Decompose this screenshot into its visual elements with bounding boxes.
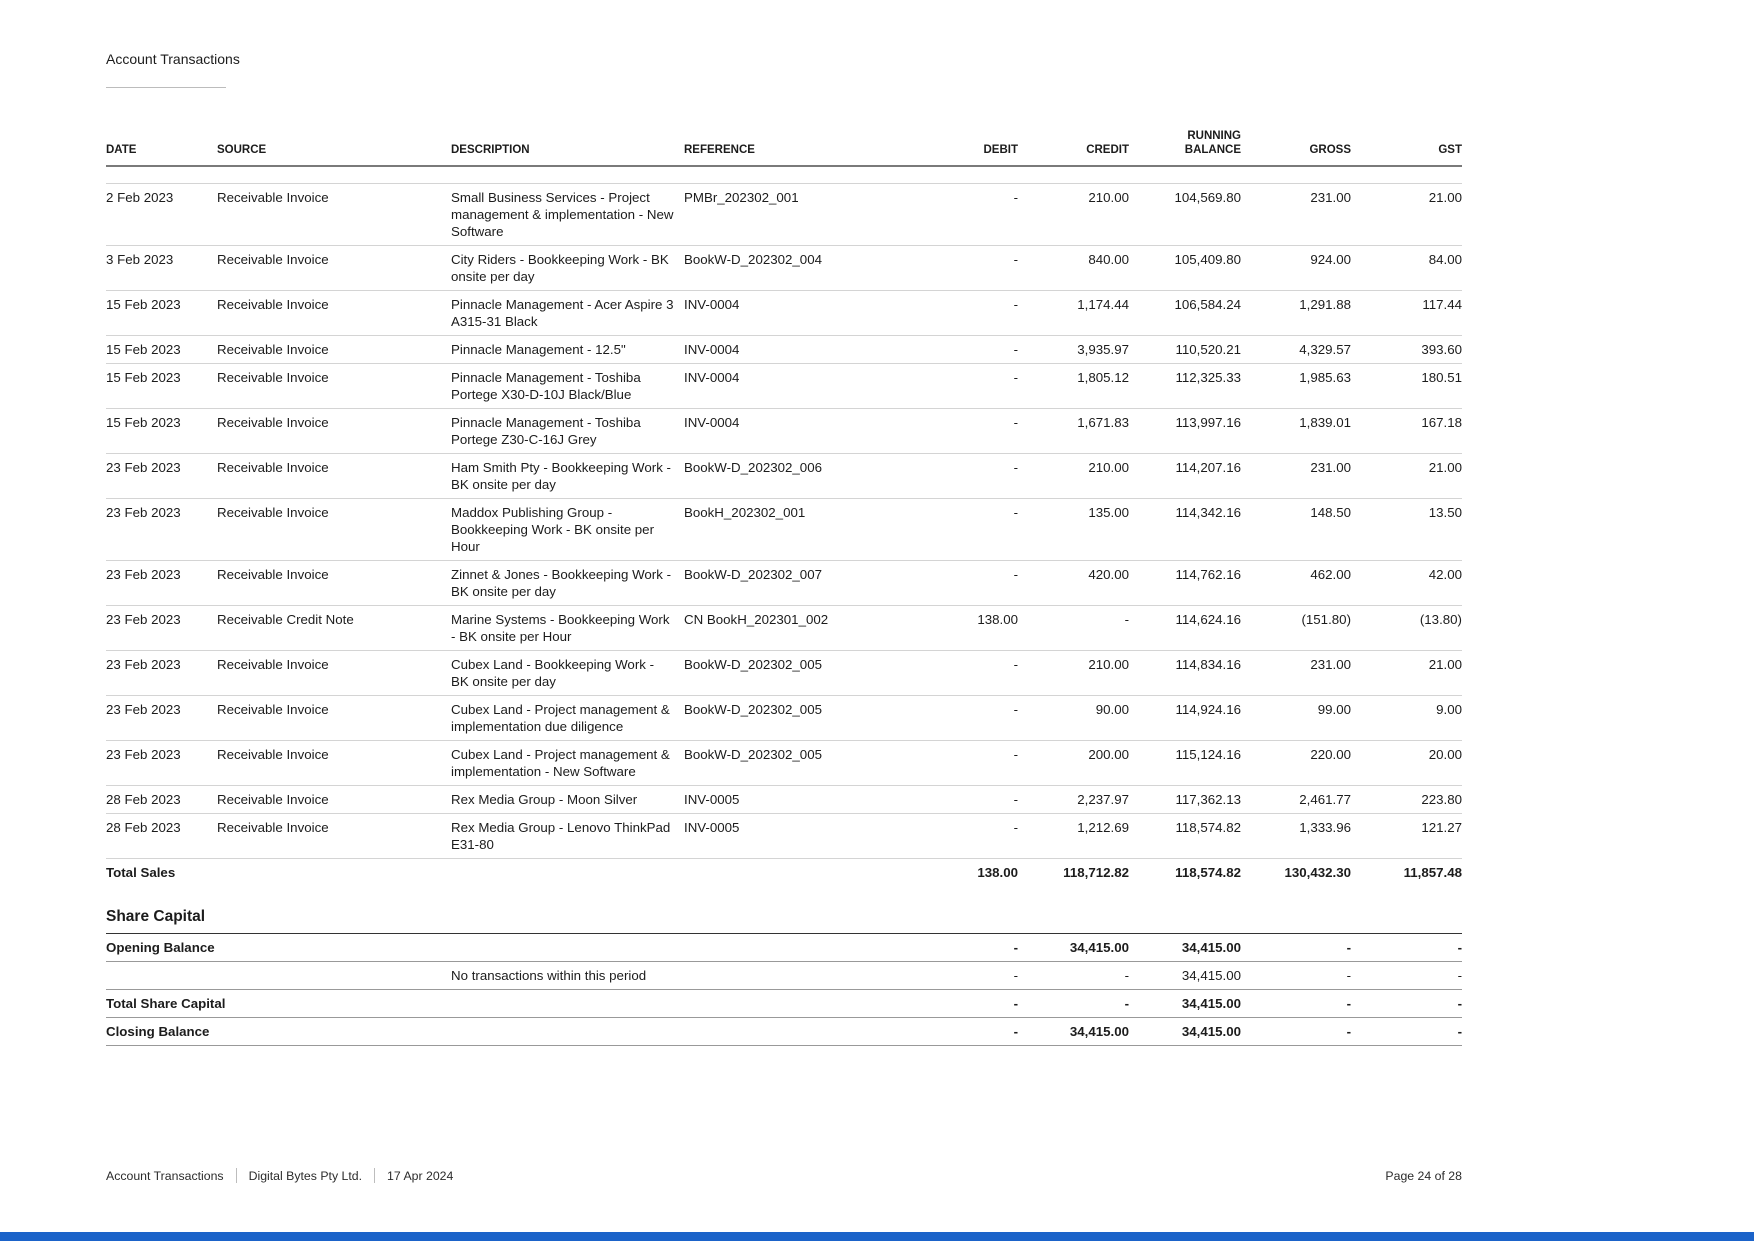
txn-reference: CN BookH_202301_002 <box>684 605 855 650</box>
transaction-row <box>106 560 1462 605</box>
txn-description: Pinnacle Management - Toshiba Portege X30-D-10J Black/Blue <box>451 363 684 408</box>
txn-credit: 420.00 <box>1018 560 1129 605</box>
txn-gross: 1,839.01 <box>1241 408 1351 453</box>
txn-source: Receivable Invoice <box>217 363 451 408</box>
report-page <box>106 0 1462 1046</box>
share-capital-row <box>106 961 1462 989</box>
txn-date: 23 Feb 2023 <box>106 695 217 740</box>
txn-running-balance: 115,124.16 <box>1129 740 1241 785</box>
txn-source: Receivable Invoice <box>217 740 451 785</box>
txn-credit: 210.00 <box>1018 650 1129 695</box>
txn-reference: BookW-D_202302_004 <box>684 245 855 290</box>
txn-source: Receivable Invoice <box>217 813 451 858</box>
txn-credit: 2,237.97 <box>1018 785 1129 813</box>
txn-gst: 84.00 <box>1351 245 1462 290</box>
col-header-source: SOURCE <box>217 130 451 166</box>
txn-gross: 220.00 <box>1241 740 1351 785</box>
txn-debit: - <box>855 785 1018 813</box>
txn-gst: 117.44 <box>1351 290 1462 335</box>
share-capital-credit: - <box>1018 961 1129 989</box>
txn-reference: BookW-D_202302_005 <box>684 740 855 785</box>
txn-reference: INV-0004 <box>684 335 855 363</box>
txn-source: Receivable Invoice <box>217 408 451 453</box>
txn-debit: - <box>855 363 1018 408</box>
footer-company-name: Digital Bytes Pty Ltd. <box>248 1168 363 1183</box>
txn-running-balance: 114,342.16 <box>1129 498 1241 560</box>
txn-gst: 21.00 <box>1351 453 1462 498</box>
txn-source: Receivable Invoice <box>217 183 451 245</box>
share-capital-label: Total Share Capital <box>106 989 451 1017</box>
share-capital-description: No transactions within this period <box>451 961 684 989</box>
share-capital-running-balance: 34,415.00 <box>1129 1017 1241 1045</box>
txn-running-balance: 118,574.82 <box>1129 813 1241 858</box>
txn-source: Receivable Invoice <box>217 453 451 498</box>
transaction-row <box>106 813 1462 858</box>
txn-gross: 148.50 <box>1241 498 1351 560</box>
share-capital-gross: - <box>1241 934 1351 962</box>
txn-running-balance: 105,409.80 <box>1129 245 1241 290</box>
txn-reference: BookH_202302_001 <box>684 498 855 560</box>
share-capital-ref-empty <box>684 989 855 1017</box>
txn-date: 23 Feb 2023 <box>106 560 217 605</box>
transaction-row <box>106 650 1462 695</box>
txn-gross: 231.00 <box>1241 650 1351 695</box>
share-capital-running-balance: 34,415.00 <box>1129 961 1241 989</box>
txn-debit: 138.00 <box>855 605 1018 650</box>
txn-gst: 13.50 <box>1351 498 1462 560</box>
col-header-reference: REFERENCE <box>684 130 855 166</box>
txn-date: 23 Feb 2023 <box>106 453 217 498</box>
txn-reference: INV-0005 <box>684 785 855 813</box>
col-header-date: DATE <box>106 130 217 166</box>
total-sales-desc-empty <box>451 858 684 886</box>
total-sales-gst: 11,857.48 <box>1403 864 1462 880</box>
txn-description: Cubex Land - Project management & implementation due diligence <box>451 695 684 740</box>
transaction-row <box>106 740 1462 785</box>
txn-running-balance: 114,834.16 <box>1129 650 1241 695</box>
share-capital-debit: - <box>855 1017 1018 1045</box>
txn-reference: BookW-D_202302_005 <box>684 650 855 695</box>
txn-running-balance: 114,207.16 <box>1129 453 1241 498</box>
txn-description: Small Business Services - Project management & implementation - New Software <box>451 183 684 245</box>
txn-gross: 1,291.88 <box>1241 290 1351 335</box>
footer-divider <box>374 1168 375 1183</box>
total-sales-debit: 138.00 <box>977 864 1018 880</box>
share-capital-gst: - <box>1351 1017 1462 1045</box>
txn-gst: 180.51 <box>1351 363 1462 408</box>
col-header-gst: GST <box>1351 130 1462 166</box>
txn-source: Receivable Invoice <box>217 498 451 560</box>
txn-description: Marine Systems - Bookkeeping Work - BK onsite per Hour <box>451 605 684 650</box>
transaction-row <box>106 408 1462 453</box>
bottom-blue-bar <box>0 1232 1754 1241</box>
txn-reference: BookW-D_202302_005 <box>684 695 855 740</box>
txn-credit: 210.00 <box>1018 453 1129 498</box>
col-header-description: DESCRIPTION <box>451 130 684 166</box>
txn-date: 28 Feb 2023 <box>106 813 217 858</box>
transactions-table <box>106 130 1462 886</box>
txn-gst: 9.00 <box>1351 695 1462 740</box>
share-capital-gross: - <box>1241 989 1351 1017</box>
report-footer <box>106 1168 1462 1183</box>
share-capital-row <box>106 1017 1462 1045</box>
txn-gross: 1,333.96 <box>1241 813 1351 858</box>
txn-reference: BookW-D_202302_007 <box>684 560 855 605</box>
txn-running-balance: 114,924.16 <box>1129 695 1241 740</box>
page-title: Account Transactions <box>106 51 240 67</box>
total-sales-row <box>106 858 1462 886</box>
share-capital-description <box>451 1017 684 1045</box>
txn-credit: 210.00 <box>1018 183 1129 245</box>
txn-gross: 99.00 <box>1241 695 1351 740</box>
txn-running-balance: 112,325.33 <box>1129 363 1241 408</box>
txn-description: Ham Smith Pty - Bookkeeping Work - BK onsite per day <box>451 453 684 498</box>
share-capital-running-balance: 34,415.00 <box>1129 934 1241 962</box>
txn-running-balance: 114,624.16 <box>1129 605 1241 650</box>
txn-gst: 167.18 <box>1351 408 1462 453</box>
txn-debit: - <box>855 740 1018 785</box>
footer-report-date: 17 Apr 2024 <box>387 1168 454 1183</box>
col-header-gross: GROSS <box>1241 130 1351 166</box>
txn-reference: INV-0004 <box>684 363 855 408</box>
txn-debit: - <box>855 498 1018 560</box>
transaction-row <box>106 785 1462 813</box>
txn-date: 28 Feb 2023 <box>106 785 217 813</box>
txn-gross: 231.00 <box>1241 453 1351 498</box>
share-capital-table <box>106 934 1462 1046</box>
footer-divider <box>236 1168 237 1183</box>
txn-date: 15 Feb 2023 <box>106 363 217 408</box>
share-capital-gross: - <box>1241 1017 1351 1045</box>
txn-date: 23 Feb 2023 <box>106 740 217 785</box>
txn-gst: (13.80) <box>1351 605 1462 650</box>
share-capital-credit: - <box>1018 989 1129 1017</box>
share-capital-credit: 34,415.00 <box>1018 934 1129 962</box>
txn-debit: - <box>855 650 1018 695</box>
transaction-row <box>106 363 1462 408</box>
txn-debit: - <box>855 695 1018 740</box>
table-header-row <box>106 130 1462 166</box>
share-capital-row <box>106 989 1462 1017</box>
txn-date: 23 Feb 2023 <box>106 605 217 650</box>
txn-date: 15 Feb 2023 <box>106 335 217 363</box>
txn-description: Pinnacle Management - Acer Aspire 3 A315-31 Black <box>451 290 684 335</box>
txn-debit: - <box>855 453 1018 498</box>
txn-gst: 20.00 <box>1351 740 1462 785</box>
share-capital-ref-empty <box>684 961 855 989</box>
txn-gst: 21.00 <box>1351 650 1462 695</box>
footer-page-number: Page 24 of 28 <box>1385 1168 1462 1183</box>
share-capital-ref-empty <box>684 1017 855 1045</box>
share-capital-debit: - <box>855 934 1018 962</box>
txn-gst: 121.27 <box>1351 813 1462 858</box>
share-capital-gst: - <box>1351 934 1462 962</box>
txn-date: 15 Feb 2023 <box>106 408 217 453</box>
txn-description: Cubex Land - Bookkeeping Work - BK onsite per day <box>451 650 684 695</box>
transaction-row <box>106 335 1462 363</box>
transaction-row <box>106 498 1462 560</box>
txn-source: Receivable Credit Note <box>217 605 451 650</box>
col-header-credit: CREDIT <box>1018 130 1129 166</box>
txn-credit: 1,671.83 <box>1018 408 1129 453</box>
txn-date: 15 Feb 2023 <box>106 290 217 335</box>
share-capital-label: Closing Balance <box>106 1017 451 1045</box>
txn-credit: 135.00 <box>1018 498 1129 560</box>
share-capital-row <box>106 934 1462 962</box>
txn-source: Receivable Invoice <box>217 785 451 813</box>
title-underline <box>106 87 226 88</box>
share-capital-debit: - <box>855 961 1018 989</box>
txn-credit: 3,935.97 <box>1018 335 1129 363</box>
txn-date: 23 Feb 2023 <box>106 498 217 560</box>
txn-reference: PMBr_202302_001 <box>684 183 855 245</box>
txn-debit: - <box>855 408 1018 453</box>
txn-running-balance: 114,762.16 <box>1129 560 1241 605</box>
transaction-row <box>106 605 1462 650</box>
txn-reference: INV-0004 <box>684 290 855 335</box>
share-capital-credit: 34,415.00 <box>1018 1017 1129 1045</box>
txn-reference: BookW-D_202302_006 <box>684 453 855 498</box>
txn-source: Receivable Invoice <box>217 695 451 740</box>
txn-gross: 231.00 <box>1241 183 1351 245</box>
txn-source: Receivable Invoice <box>217 650 451 695</box>
transaction-row <box>106 453 1462 498</box>
total-sales-gross: 130,432.30 <box>1284 864 1351 880</box>
txn-credit: 200.00 <box>1018 740 1129 785</box>
txn-gross: 2,461.77 <box>1241 785 1351 813</box>
share-capital-gst: - <box>1351 961 1462 989</box>
share-capital-ref-empty <box>684 934 855 962</box>
txn-running-balance: 110,520.21 <box>1129 335 1241 363</box>
txn-running-balance: 117,362.13 <box>1129 785 1241 813</box>
txn-debit: - <box>855 560 1018 605</box>
txn-credit: 1,174.44 <box>1018 290 1129 335</box>
txn-running-balance: 113,997.16 <box>1129 408 1241 453</box>
txn-gross: 4,329.57 <box>1241 335 1351 363</box>
total-sales-running-balance: 118,574.82 <box>1175 864 1241 880</box>
txn-running-balance: 106,584.24 <box>1129 290 1241 335</box>
txn-reference: INV-0004 <box>684 408 855 453</box>
txn-debit: - <box>855 290 1018 335</box>
txn-description: Rex Media Group - Lenovo ThinkPad E31-80 <box>451 813 684 858</box>
share-capital-label <box>106 961 451 989</box>
txn-date: 3 Feb 2023 <box>106 245 217 290</box>
transaction-row <box>106 183 1462 245</box>
total-sales-ref-empty <box>684 858 855 886</box>
txn-running-balance: 104,569.80 <box>1129 183 1241 245</box>
footer-report-name: Account Transactions <box>106 1168 224 1183</box>
txn-source: Receivable Invoice <box>217 335 451 363</box>
share-capital-description <box>451 934 684 962</box>
txn-gst: 42.00 <box>1351 560 1462 605</box>
txn-description: Maddox Publishing Group - Bookkeeping Work - BK onsite per Hour <box>451 498 684 560</box>
txn-source: Receivable Invoice <box>217 560 451 605</box>
total-sales-label: Total Sales <box>106 864 176 880</box>
col-header-running-balance: RUNNING BALANCE <box>1129 130 1241 166</box>
txn-description: Rex Media Group - Moon Silver <box>451 785 684 813</box>
txn-credit: 1,212.69 <box>1018 813 1129 858</box>
txn-description: City Riders - Bookkeeping Work - BK onsite per day <box>451 245 684 290</box>
share-capital-description <box>451 989 684 1017</box>
txn-credit: 840.00 <box>1018 245 1129 290</box>
total-sales-credit: 118,712.82 <box>1063 864 1129 880</box>
share-capital-label: Opening Balance <box>106 934 451 962</box>
txn-reference: INV-0005 <box>684 813 855 858</box>
txn-debit: - <box>855 335 1018 363</box>
txn-credit: 90.00 <box>1018 695 1129 740</box>
txn-gst: 223.80 <box>1351 785 1462 813</box>
txn-date: 2 Feb 2023 <box>106 183 217 245</box>
txn-gross: 1,985.63 <box>1241 363 1351 408</box>
transaction-row <box>106 290 1462 335</box>
txn-description: Cubex Land - Project management & implementation - New Software <box>451 740 684 785</box>
txn-date: 23 Feb 2023 <box>106 650 217 695</box>
txn-debit: - <box>855 813 1018 858</box>
txn-gst: 21.00 <box>1351 183 1462 245</box>
section-heading-share-capital: Share Capital <box>106 908 1462 934</box>
txn-source: Receivable Invoice <box>217 290 451 335</box>
txn-credit: 1,805.12 <box>1018 363 1129 408</box>
share-capital-running-balance: 34,415.00 <box>1129 989 1241 1017</box>
txn-description: Pinnacle Management - Toshiba Portege Z30-C-16J Grey <box>451 408 684 453</box>
txn-gross: 924.00 <box>1241 245 1351 290</box>
txn-gross: (151.80) <box>1241 605 1351 650</box>
txn-source: Receivable Invoice <box>217 245 451 290</box>
share-capital-debit: - <box>855 989 1018 1017</box>
txn-credit: - <box>1018 605 1129 650</box>
transaction-row <box>106 695 1462 740</box>
share-capital-gst: - <box>1351 989 1462 1017</box>
txn-debit: - <box>855 245 1018 290</box>
txn-debit: - <box>855 183 1018 245</box>
transaction-row <box>106 245 1462 290</box>
col-header-debit: DEBIT <box>855 130 1018 166</box>
txn-gross: 462.00 <box>1241 560 1351 605</box>
txn-gst: 393.60 <box>1351 335 1462 363</box>
txn-description: Pinnacle Management - 12.5" <box>451 335 684 363</box>
spacer-row <box>106 166 1462 184</box>
txn-description: Zinnet & Jones - Bookkeeping Work - BK onsite per day <box>451 560 684 605</box>
share-capital-gross: - <box>1241 961 1351 989</box>
